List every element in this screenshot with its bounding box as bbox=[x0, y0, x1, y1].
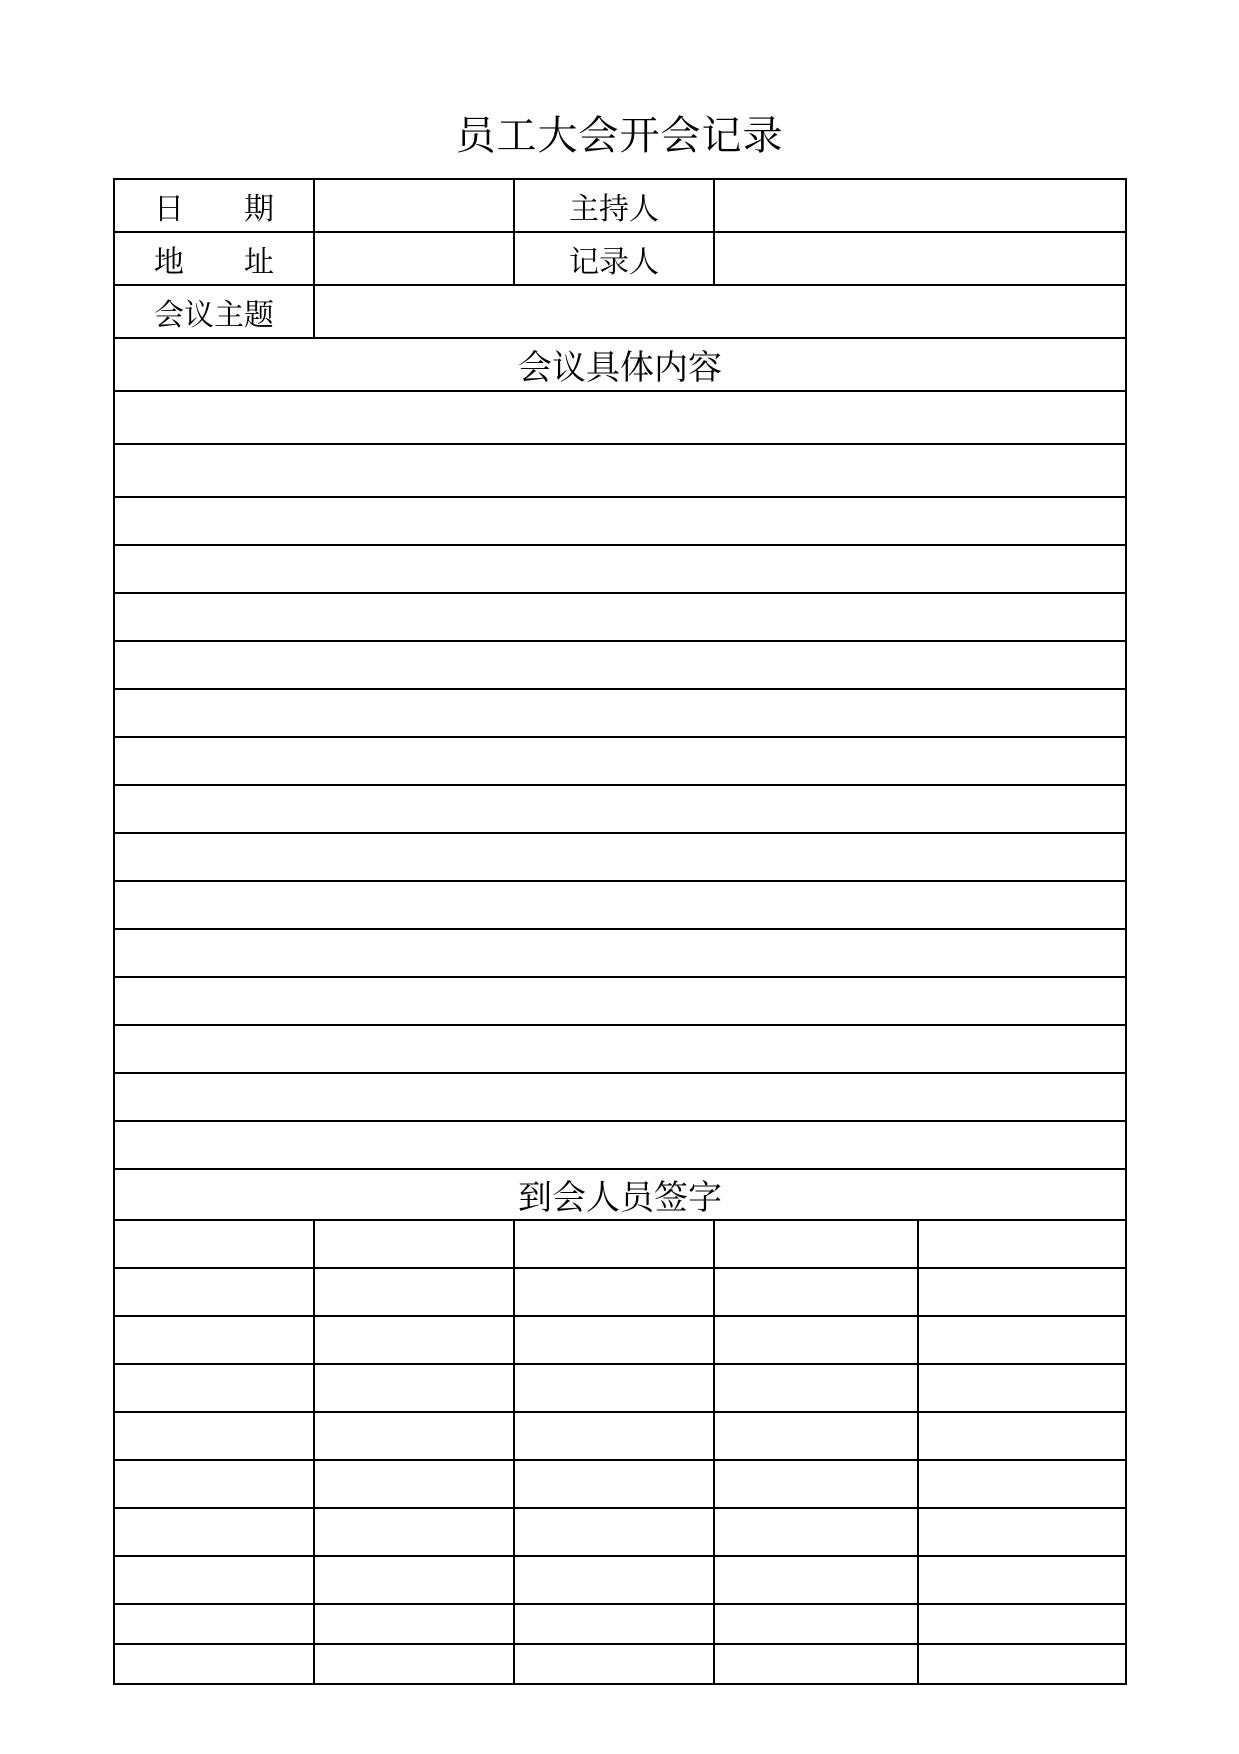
signature-cell[interactable] bbox=[514, 1604, 714, 1644]
signature-cell[interactable] bbox=[714, 1412, 918, 1460]
document-title: 员工大会开会记录 bbox=[455, 113, 784, 159]
signature-cell[interactable] bbox=[714, 1268, 918, 1316]
signature-cell[interactable] bbox=[314, 1556, 514, 1604]
signature-cell[interactable] bbox=[714, 1508, 918, 1556]
signature-section-heading: 到会人员签字 bbox=[114, 1169, 1126, 1220]
content-line[interactable] bbox=[114, 444, 1126, 497]
content-line[interactable] bbox=[114, 593, 1126, 641]
header-row-date-host bbox=[114, 179, 1126, 232]
signature-row bbox=[114, 1412, 1126, 1460]
signature-cell[interactable] bbox=[918, 1268, 1126, 1316]
signature-cell[interactable] bbox=[714, 1604, 918, 1644]
signature-row bbox=[114, 1604, 1126, 1644]
signature-cell[interactable] bbox=[314, 1316, 514, 1364]
meeting-record-form bbox=[113, 178, 1127, 1685]
signature-cell[interactable] bbox=[714, 1644, 918, 1684]
signature-cell[interactable] bbox=[714, 1220, 918, 1268]
signature-cell[interactable] bbox=[514, 1412, 714, 1460]
signature-cell[interactable] bbox=[114, 1364, 314, 1412]
location-field[interactable] bbox=[314, 232, 514, 285]
content-line[interactable] bbox=[114, 391, 1126, 444]
signature-cell[interactable] bbox=[514, 1556, 714, 1604]
signature-cell[interactable] bbox=[714, 1316, 918, 1364]
content-line[interactable] bbox=[114, 929, 1126, 977]
signature-cell[interactable] bbox=[918, 1604, 1126, 1644]
signature-row bbox=[114, 1644, 1126, 1684]
content-line[interactable] bbox=[114, 833, 1126, 881]
signature-cell[interactable] bbox=[314, 1460, 514, 1508]
content-line[interactable] bbox=[114, 497, 1126, 545]
signature-heading-row bbox=[114, 1169, 1126, 1220]
content-line[interactable] bbox=[114, 545, 1126, 593]
signature-cell[interactable] bbox=[314, 1644, 514, 1684]
signature-cell[interactable] bbox=[514, 1644, 714, 1684]
signature-row bbox=[114, 1364, 1126, 1412]
signature-cell[interactable] bbox=[514, 1268, 714, 1316]
content-line[interactable] bbox=[114, 737, 1126, 785]
signature-row bbox=[114, 1508, 1126, 1556]
content-line[interactable] bbox=[114, 1073, 1126, 1121]
host-label: 主持人 bbox=[514, 179, 714, 232]
signature-cell[interactable] bbox=[114, 1556, 314, 1604]
recorder-label: 记录人 bbox=[514, 232, 714, 285]
signature-cell[interactable] bbox=[114, 1316, 314, 1364]
signature-cell[interactable] bbox=[314, 1508, 514, 1556]
signature-cell[interactable] bbox=[918, 1316, 1126, 1364]
content-line[interactable] bbox=[114, 641, 1126, 689]
signature-cell[interactable] bbox=[114, 1604, 314, 1644]
signature-cell[interactable] bbox=[314, 1364, 514, 1412]
signature-cell[interactable] bbox=[314, 1412, 514, 1460]
content-line[interactable] bbox=[114, 1121, 1126, 1169]
signature-cell[interactable] bbox=[114, 1268, 314, 1316]
content-line[interactable] bbox=[114, 689, 1126, 737]
signature-row bbox=[114, 1268, 1126, 1316]
signature-cell[interactable] bbox=[114, 1644, 314, 1684]
signature-row bbox=[114, 1316, 1126, 1364]
host-field[interactable] bbox=[714, 179, 1126, 232]
signature-cell[interactable] bbox=[514, 1220, 714, 1268]
content-line[interactable] bbox=[114, 881, 1126, 929]
content-section-heading: 会议具体内容 bbox=[114, 338, 1126, 391]
content-line[interactable] bbox=[114, 1025, 1126, 1073]
signature-cell[interactable] bbox=[114, 1412, 314, 1460]
signature-row bbox=[114, 1220, 1126, 1268]
signature-row bbox=[114, 1556, 1126, 1604]
signature-cell[interactable] bbox=[918, 1364, 1126, 1412]
signature-cell[interactable] bbox=[314, 1268, 514, 1316]
signature-cell[interactable] bbox=[314, 1604, 514, 1644]
location-label: 地 址 bbox=[114, 232, 314, 285]
signature-cell[interactable] bbox=[514, 1316, 714, 1364]
signature-cell[interactable] bbox=[114, 1508, 314, 1556]
signature-cell[interactable] bbox=[918, 1644, 1126, 1684]
signature-cell[interactable] bbox=[714, 1364, 918, 1412]
topic-field[interactable] bbox=[314, 285, 1126, 338]
signature-cell[interactable] bbox=[714, 1460, 918, 1508]
signature-cell[interactable] bbox=[514, 1508, 714, 1556]
signature-cell[interactable] bbox=[314, 1220, 514, 1268]
content-line[interactable] bbox=[114, 785, 1126, 833]
signature-cell[interactable] bbox=[714, 1556, 918, 1604]
signature-cell[interactable] bbox=[114, 1220, 314, 1268]
header-row-topic bbox=[114, 285, 1126, 338]
signature-cell[interactable] bbox=[918, 1460, 1126, 1508]
recorder-field[interactable] bbox=[714, 232, 1126, 285]
signature-cell[interactable] bbox=[918, 1412, 1126, 1460]
signature-cell[interactable] bbox=[114, 1460, 314, 1508]
signature-cell[interactable] bbox=[514, 1364, 714, 1412]
header-row-location-recorder bbox=[114, 232, 1126, 285]
signature-cell[interactable] bbox=[514, 1460, 714, 1508]
content-line[interactable] bbox=[114, 977, 1126, 1025]
date-label: 日 期 bbox=[114, 179, 314, 232]
signature-cell[interactable] bbox=[918, 1508, 1126, 1556]
topic-label: 会议主题 bbox=[114, 285, 314, 338]
signature-row bbox=[114, 1460, 1126, 1508]
date-field[interactable] bbox=[314, 179, 514, 232]
signature-cell[interactable] bbox=[918, 1220, 1126, 1268]
signature-cell[interactable] bbox=[918, 1556, 1126, 1604]
content-heading-row bbox=[114, 338, 1126, 391]
